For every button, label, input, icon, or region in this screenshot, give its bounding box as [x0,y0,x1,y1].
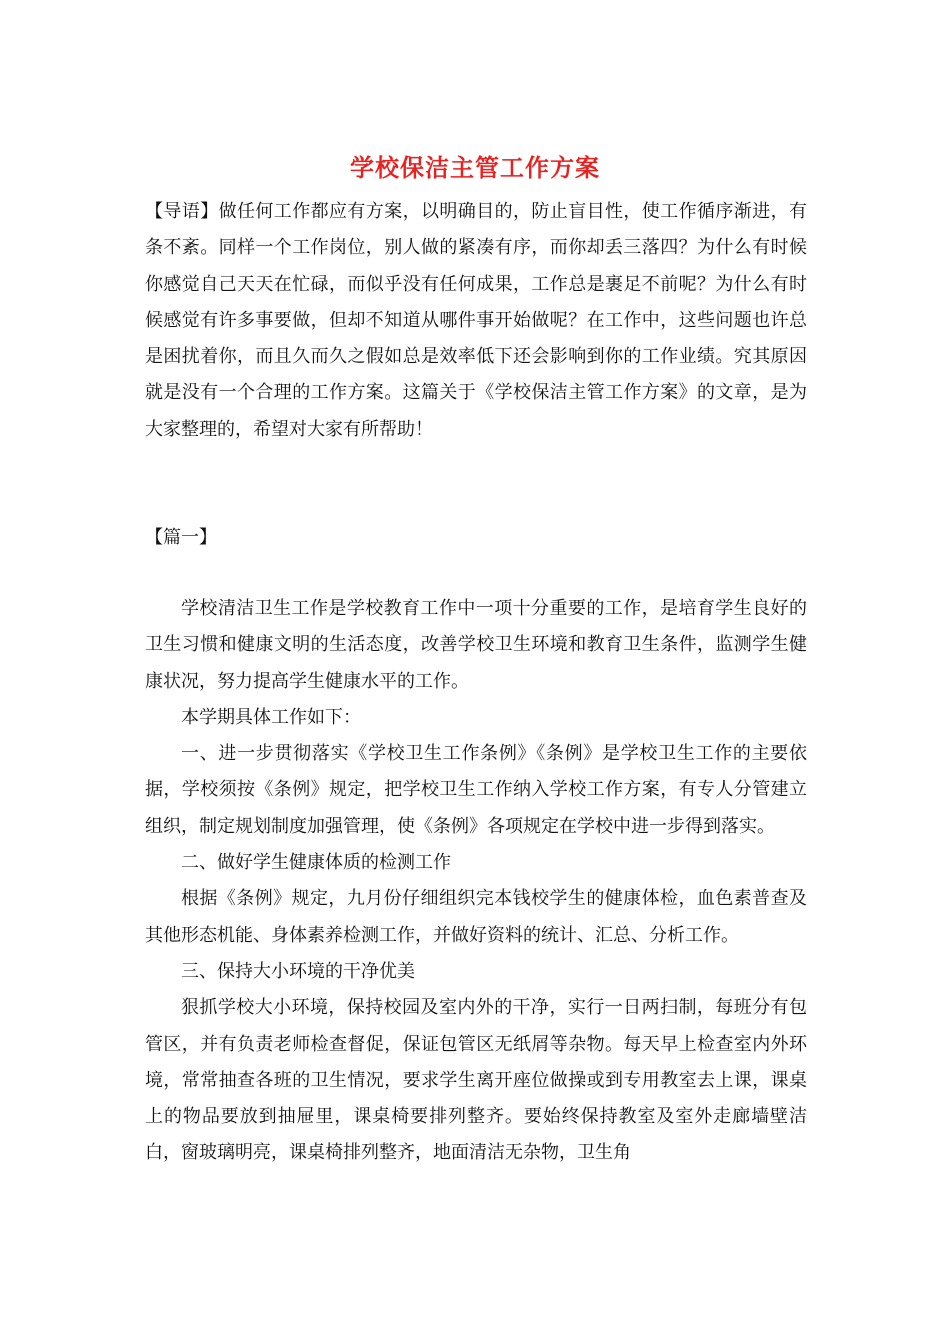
body-paragraph: 二、做好学生健康体质的检测工作 [181,852,451,874]
body-paragraph: 根据《条例》规定，九月份仔细组织完本钱校学生的健康体检，血色素普查及其他形态机能、身体素养检测工作，并做好资料的统计、汇总、分析工作。 [145,888,807,946]
body-paragraph: 学校清洁卫生工作是学校教育工作中一项十分重要的工作，是培育学生良好的卫生习惯和健康文明的生活态度，改善学校卫生环境和教育卫生条件，监测学生健康状况，努力提高学生健康水平的工作。 [145,598,807,692]
document-title: 学校保洁主管工作方案 [350,153,600,182]
body-paragraph: 一、进一步贯彻落实《学校卫生工作条例》《条例》是学校卫生工作的主要依据，学校须按《条例》规定，把学校卫生工作纳入学校工作方案，有专人分管建立组织，制定规划制度加强管理，使《条例》各项规定在学校中进一步得到落实。 [145,743,807,837]
body-paragraph: 狠抓学校大小环境，保持校园及室内外的干净，实行一日两扫制，每班分有包管区，并有负责老师检查督促，保证包管区无纸屑等杂物。每天早上检查室内外环境，常常抽查各班的卫生情况，要求学生离开座位做操或到专用教室去上课，课桌上的物品要放到抽屉里，课桌椅要排列整齐。要始终保持教室及室外走廊墙壁洁白，窗玻璃明亮，课桌椅排列整齐，地面清洁无杂物，卫生角 [145,997,807,1164]
intro-paragraph: 【导语】做任何工作都应有方案，以明确目的，防止盲目性，使工作循序渐进，有条不紊。同样一个工作岗位，别人做的紧凑有序，而你却丢三落四？为什么有时候你感觉自己天天在忙碌，而似乎没有任何成果，工作总是裹足不前呢？为什么有时候感觉有许多事要做，但却不知道从哪件事开始做呢？在工作中，这些问题也许总是困扰着你，而且久而久之假如总是效率低下还会影响到你的工作业绩。究其原因就是没有一个合理的工作方案。这篇关于《学校保洁主管工作方案》的文章，是为大家整理的，希望对大家有所帮助！ [145,201,807,440]
body-text [145,591,807,1172]
body-paragraph: 本学期具体工作如下： [181,706,361,728]
body-paragraph: 三、保持大小环境的干净优美 [181,960,415,982]
section-label: 【篇一】 [145,527,217,548]
